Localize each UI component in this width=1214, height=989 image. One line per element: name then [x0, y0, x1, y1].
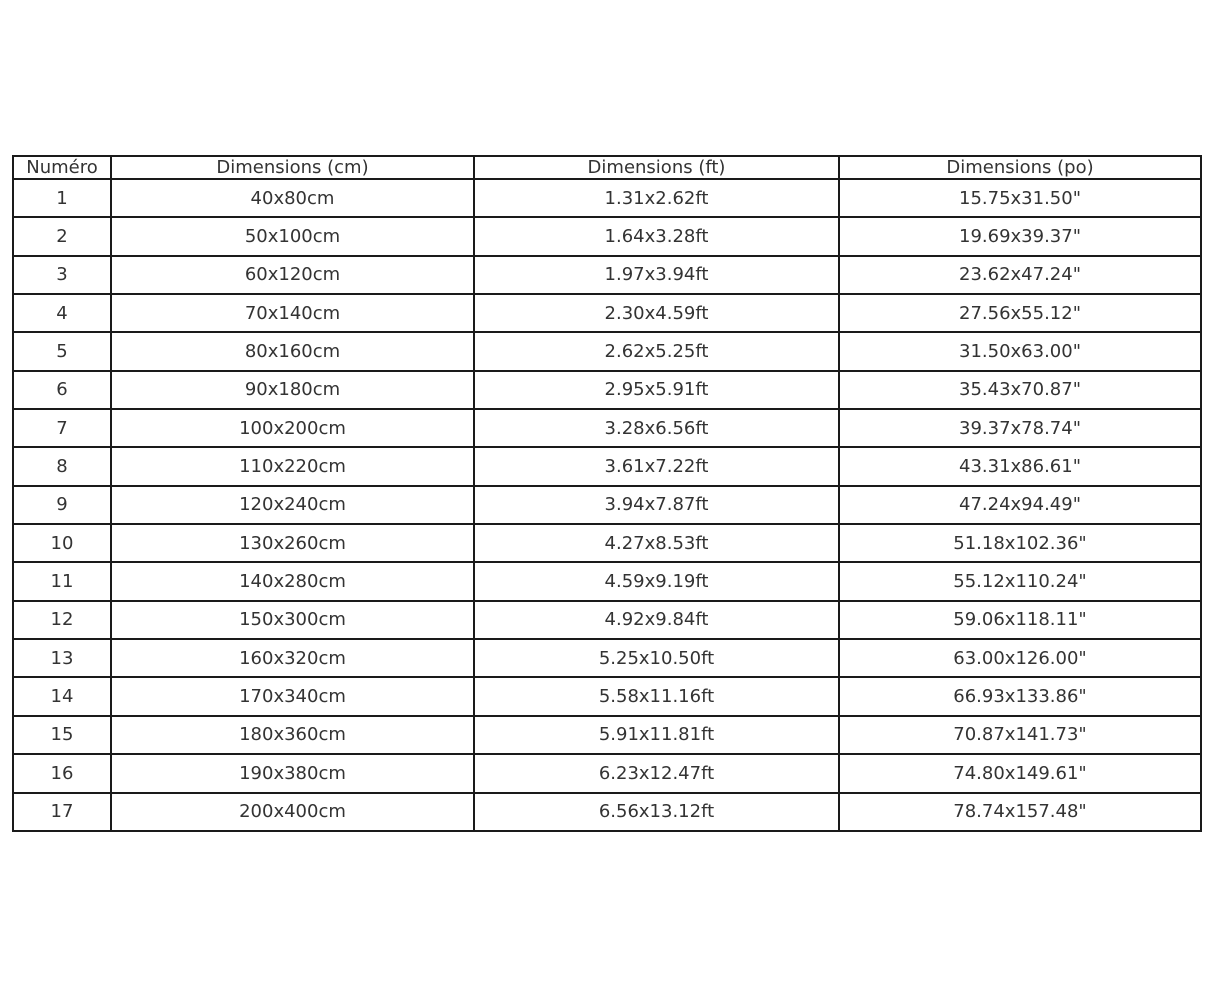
table-cell: 4.59x9.19ft [474, 562, 839, 600]
table-cell: 3.61x7.22ft [474, 447, 839, 485]
table-row [13, 716, 1201, 754]
table-cell: 1.97x3.94ft [474, 256, 839, 294]
table-cell: 50x100cm [111, 217, 474, 255]
table-row [13, 409, 1201, 447]
table-cell: 15 [13, 716, 111, 754]
table-cell: 5.25x10.50ft [474, 639, 839, 677]
table-cell: 6.23x12.47ft [474, 754, 839, 792]
table-cell: 9 [13, 486, 111, 524]
table-cell: 78.74x157.48" [839, 793, 1201, 832]
table-cell: 39.37x78.74" [839, 409, 1201, 447]
table-row [13, 486, 1201, 524]
table-cell: 27.56x55.12" [839, 294, 1201, 332]
table-cell: 17 [13, 793, 111, 832]
table-cell: 19.69x39.37" [839, 217, 1201, 255]
table-cell: 70x140cm [111, 294, 474, 332]
table-cell: 100x200cm [111, 409, 474, 447]
table-cell: 51.18x102.36" [839, 524, 1201, 562]
dimensions-table-container [12, 155, 1202, 832]
table-row [13, 447, 1201, 485]
table-cell: 150x300cm [111, 601, 474, 639]
table-row [13, 793, 1201, 832]
table-row [13, 524, 1201, 562]
table-row [13, 601, 1201, 639]
table-cell: 7 [13, 409, 111, 447]
table-cell: 11 [13, 562, 111, 600]
table-cell: 14 [13, 677, 111, 715]
table-cell: 140x280cm [111, 562, 474, 600]
table-cell: 4.27x8.53ft [474, 524, 839, 562]
table-cell: 5.58x11.16ft [474, 677, 839, 715]
table-cell: 130x260cm [111, 524, 474, 562]
table-cell: 2.95x5.91ft [474, 371, 839, 409]
table-cell: 2 [13, 217, 111, 255]
table-body [13, 179, 1201, 831]
table-cell: 1.64x3.28ft [474, 217, 839, 255]
table-cell: 6 [13, 371, 111, 409]
table-cell: 10 [13, 524, 111, 562]
header-dimensions-ft: Dimensions (ft) [474, 156, 839, 179]
table-cell: 2.62x5.25ft [474, 332, 839, 370]
table-row [13, 562, 1201, 600]
table-cell: 1 [13, 179, 111, 217]
table-cell: 2.30x4.59ft [474, 294, 839, 332]
table-cell: 12 [13, 601, 111, 639]
table-row [13, 294, 1201, 332]
header-dimensions-po: Dimensions (po) [839, 156, 1201, 179]
header-dimensions-cm: Dimensions (cm) [111, 156, 474, 179]
table-cell: 110x220cm [111, 447, 474, 485]
table-cell: 3.94x7.87ft [474, 486, 839, 524]
table-row [13, 332, 1201, 370]
table-cell: 3 [13, 256, 111, 294]
table-row [13, 217, 1201, 255]
header-numero: Numéro [13, 156, 111, 179]
table-cell: 40x80cm [111, 179, 474, 217]
table-cell: 55.12x110.24" [839, 562, 1201, 600]
dimensions-conversion-table [12, 155, 1202, 832]
table-row [13, 256, 1201, 294]
table-cell: 5.91x11.81ft [474, 716, 839, 754]
table-cell: 1.31x2.62ft [474, 179, 839, 217]
table-cell: 90x180cm [111, 371, 474, 409]
table-cell: 4.92x9.84ft [474, 601, 839, 639]
table-cell: 15.75x31.50" [839, 179, 1201, 217]
table-cell: 120x240cm [111, 486, 474, 524]
table-row [13, 639, 1201, 677]
table-cell: 70.87x141.73" [839, 716, 1201, 754]
table-row [13, 371, 1201, 409]
table-cell: 3.28x6.56ft [474, 409, 839, 447]
table-cell: 5 [13, 332, 111, 370]
table-cell: 13 [13, 639, 111, 677]
table-cell: 66.93x133.86" [839, 677, 1201, 715]
table-cell: 4 [13, 294, 111, 332]
table-cell: 31.50x63.00" [839, 332, 1201, 370]
table-cell: 170x340cm [111, 677, 474, 715]
table-cell: 23.62x47.24" [839, 256, 1201, 294]
table-header [13, 156, 1201, 179]
table-row [13, 179, 1201, 217]
table-cell: 16 [13, 754, 111, 792]
table-cell: 190x380cm [111, 754, 474, 792]
table-cell: 6.56x13.12ft [474, 793, 839, 832]
table-cell: 160x320cm [111, 639, 474, 677]
table-cell: 43.31x86.61" [839, 447, 1201, 485]
table-cell: 8 [13, 447, 111, 485]
table-cell: 60x120cm [111, 256, 474, 294]
table-cell: 200x400cm [111, 793, 474, 832]
table-cell: 80x160cm [111, 332, 474, 370]
table-row [13, 677, 1201, 715]
table-row [13, 754, 1201, 792]
table-cell: 59.06x118.11" [839, 601, 1201, 639]
table-cell: 180x360cm [111, 716, 474, 754]
table-cell: 35.43x70.87" [839, 371, 1201, 409]
table-cell: 63.00x126.00" [839, 639, 1201, 677]
header-row [13, 156, 1201, 179]
table-cell: 47.24x94.49" [839, 486, 1201, 524]
table-cell: 74.80x149.61" [839, 754, 1201, 792]
